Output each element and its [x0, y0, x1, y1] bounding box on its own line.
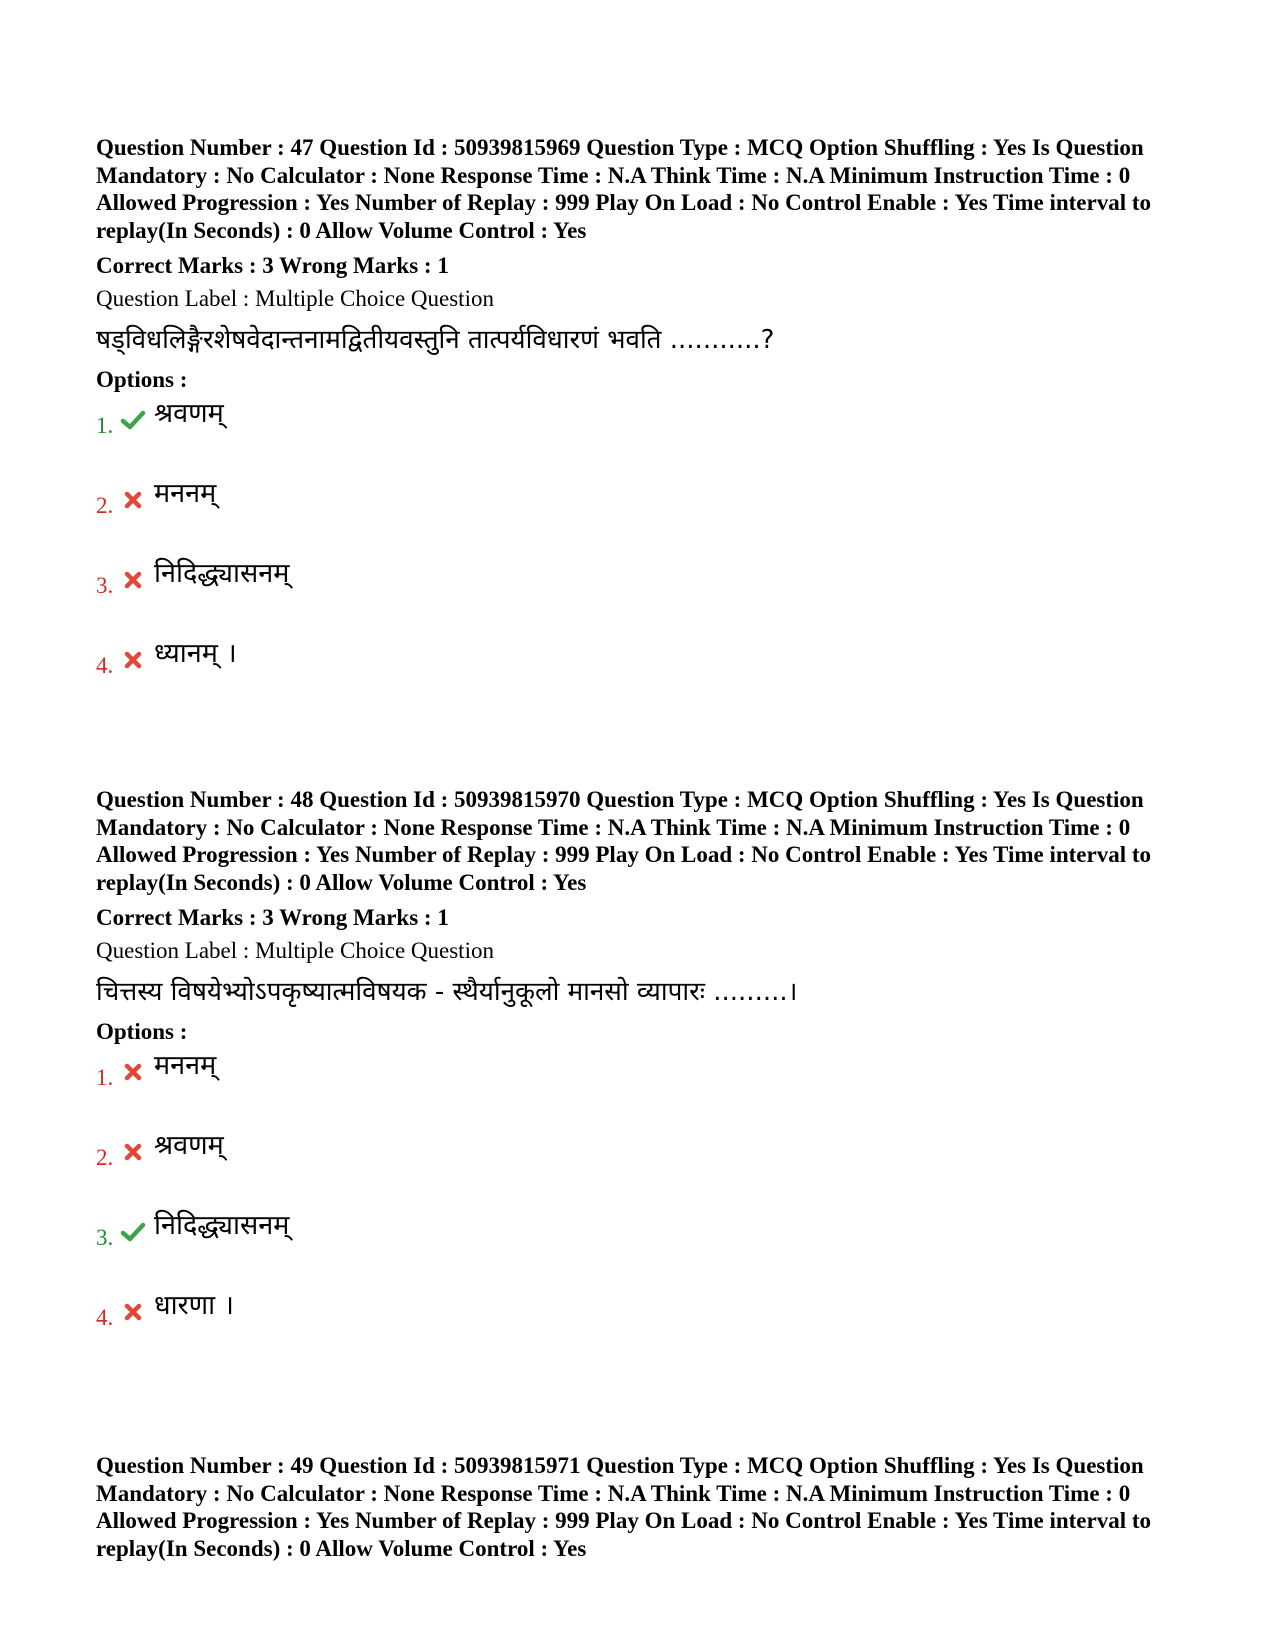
question-meta: Question Number : 47 Question Id : 50939815969 Question Type : MCQ Option Shuffling : Yes Is Question Mandatory : No Calculator : None Response Time : N.A Think Time : N.A Minimum Instruction Time : 0 Allowed Progression : Yes Number of Replay : 999 Play On Load : No Control Enable : Yes Time interval to replay(In Seconds) : 0 Allow Volume Control : Yes [96, 135, 1152, 243]
question-48 [96, 786, 1196, 1365]
question-label: Question Label : Multiple Choice Question [96, 938, 494, 963]
question-text: षड्विधलिङ्गैरशेषवेदान्तनामद्वितीयवस्तुनि तात्पर्यविधारणं भवति ...........? [96, 325, 775, 355]
option-text: धारणा । [154, 1290, 234, 1321]
check-icon [120, 407, 146, 433]
option-text: मननम् [154, 1050, 217, 1081]
cross-icon [120, 1299, 146, 1325]
cross-icon [120, 487, 146, 513]
options-title: Options : [96, 367, 188, 392]
option-number: 4. [96, 653, 114, 678]
option-text: निदिद्ध्यासनम् [154, 558, 290, 589]
option-4 [96, 1285, 1196, 1365]
question-meta: Question Number : 49 Question Id : 50939815971 Question Type : MCQ Option Shuffling : Yes Is Question Mandatory : No Calculator : None Response Time : N.A Think Time : N.A Minimum Instruction Time : 0 Allowed Progression : Yes Number of Replay : 999 Play On Load : No Control Enable : Yes Time interval to replay(In Seconds) : 0 Allow Volume Control : Yes [96, 1453, 1152, 1561]
option-number: 1. [96, 1065, 114, 1090]
cross-icon [120, 567, 146, 593]
option-text: श्रवणम् [154, 398, 224, 429]
option-text: ध्यानम् । [154, 638, 237, 669]
question-marks: Correct Marks : 3 Wrong Marks : 1 [96, 905, 449, 930]
question-label: Question Label : Multiple Choice Question [96, 286, 494, 311]
option-number: 2. [96, 1145, 114, 1170]
option-number: 2. [96, 493, 114, 518]
option-3 [96, 553, 1196, 633]
options-title: Options : [96, 1019, 188, 1044]
option-text: निदिद्ध्यासनम् [154, 1210, 290, 1241]
option-number: 4. [96, 1305, 114, 1330]
option-1 [96, 1045, 1196, 1125]
question-text: चित्तस्य विषयेभ्योऽपकृष्यात्मविषयक - स्थैर्यानुकूलो मानसो व्यापारः .........। [96, 977, 798, 1007]
question-49 [96, 1452, 1196, 1562]
cross-icon [120, 1059, 146, 1085]
option-number: 1. [96, 413, 114, 438]
question-47 [96, 134, 1196, 713]
option-text: श्रवणम् [154, 1130, 224, 1161]
options-list [96, 393, 1196, 713]
option-4 [96, 633, 1196, 713]
cross-icon [120, 1139, 146, 1165]
cross-icon [120, 647, 146, 673]
check-icon [120, 1219, 146, 1245]
option-3 [96, 1205, 1196, 1285]
option-number: 3. [96, 573, 114, 598]
question-meta: Question Number : 48 Question Id : 50939815970 Question Type : MCQ Option Shuffling : Yes Is Question Mandatory : No Calculator : None Response Time : N.A Think Time : N.A Minimum Instruction Time : 0 Allowed Progression : Yes Number of Replay : 999 Play On Load : No Control Enable : Yes Time interval to replay(In Seconds) : 0 Allow Volume Control : Yes [96, 787, 1152, 895]
option-2 [96, 473, 1196, 553]
options-list [96, 1045, 1196, 1365]
option-2 [96, 1125, 1196, 1205]
option-text: मननम् [154, 478, 217, 509]
question-marks: Correct Marks : 3 Wrong Marks : 1 [96, 253, 449, 278]
option-1 [96, 393, 1196, 473]
option-number: 3. [96, 1225, 114, 1250]
